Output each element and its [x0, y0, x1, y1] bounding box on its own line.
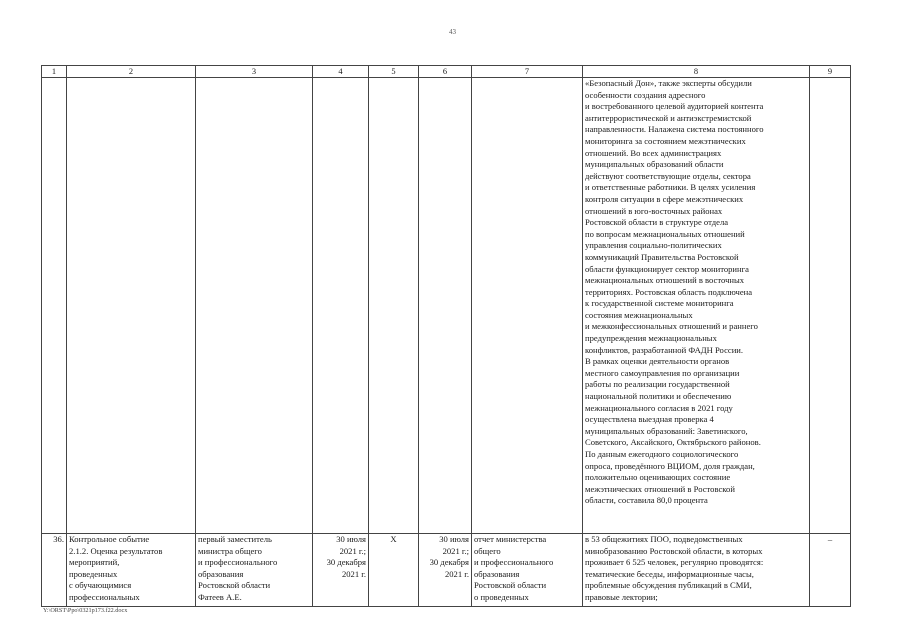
responsible-cell: первый заместитель министра общего и профессионального образования Ростовской области Фатеев А.Е. — [196, 534, 313, 607]
header-cell: 9 — [810, 66, 851, 78]
table-header-row — [42, 66, 851, 78]
header-cell: 3 — [196, 66, 313, 78]
table-row — [42, 78, 851, 534]
header-cell: 1 — [42, 66, 67, 78]
page-number: 43 — [449, 28, 456, 36]
table-row — [42, 534, 851, 607]
header-cell: 4 — [313, 66, 369, 78]
event-name-cell: Контрольное событие 2.1.2. Оценка результатов мероприятий, проведенных с обучающимися профессиональных — [67, 534, 196, 607]
header-cell: 5 — [369, 66, 419, 78]
header-cell: 2 — [67, 66, 196, 78]
status-cell: Х — [369, 534, 419, 607]
results-text-cell: «Безопасный Дон», также эксперты обсудили особенности создания адресного и востребованного целевой аудиторией контента антитеррористической и антиэкстремистской направленности. Налажена система постоянного мониторинга за состоянием межэтнических отношений. Во всех администрациях муниципальных образований области действуют соответствующие отделы, сектора и ответственные работники. В целях усиления контроля ситуации в сфере межэтнических отношений в юго-восточных районах Ростовской области в структуре отдела по вопросам межнациональных отношений управления социально-политических коммуникаций Правительства Ростовской области функционирует сектор мониторинга межнациональных отношений в восточных территориях. Ростовская область подключена к государственной системе мониторинга состояния межнациональных и межконфессиональных отношений и раннего предупреждения межнациональных конфликтов, разработанной ФАДН России. В рамках оценки деятельности органов местного самоуправления по организации работы по реализации государственной национальной политики и обеспечению межнационального согласия в 2021 году осуществлена выездная проверка 4 муниципальных образований: Заветинского, Советского, Аксайского, Октябрьского районов. По данным ежегодного социологического опроса, проведённого ВЦИОМ, доля граждан, положительно оценивающих состояние межэтнических отношений в Ростовской области, составила 80,0 процента — [583, 78, 810, 534]
document-cell: отчет министерства общего и профессионального образования Ростовской области о проведенных — [472, 534, 583, 607]
planned-date-cell: 30 июля 2021 г.; 30 декабря 2021 г. — [313, 534, 369, 607]
report-table — [41, 65, 851, 607]
note-cell: – — [810, 534, 851, 607]
file-path-footer: Y:\ORST\Ppo\0321p173.f22.docx — [43, 607, 128, 614]
header-cell: 8 — [583, 66, 810, 78]
actual-date-cell: 30 июля 2021 г.; 30 декабря 2021 г. — [419, 534, 472, 607]
row-number-cell: 36. — [42, 534, 67, 607]
header-cell: 6 — [419, 66, 472, 78]
header-cell: 7 — [472, 66, 583, 78]
results-text-cell: в 53 общежитиях ПОО, подведомственных минобразованию Ростовской области, в которых проживает 6 525 человек, регулярно проводятся: тематические беседы, информационные часы, проблемные обсуждения публикаций в СМИ, правовые лектории; — [583, 534, 810, 607]
